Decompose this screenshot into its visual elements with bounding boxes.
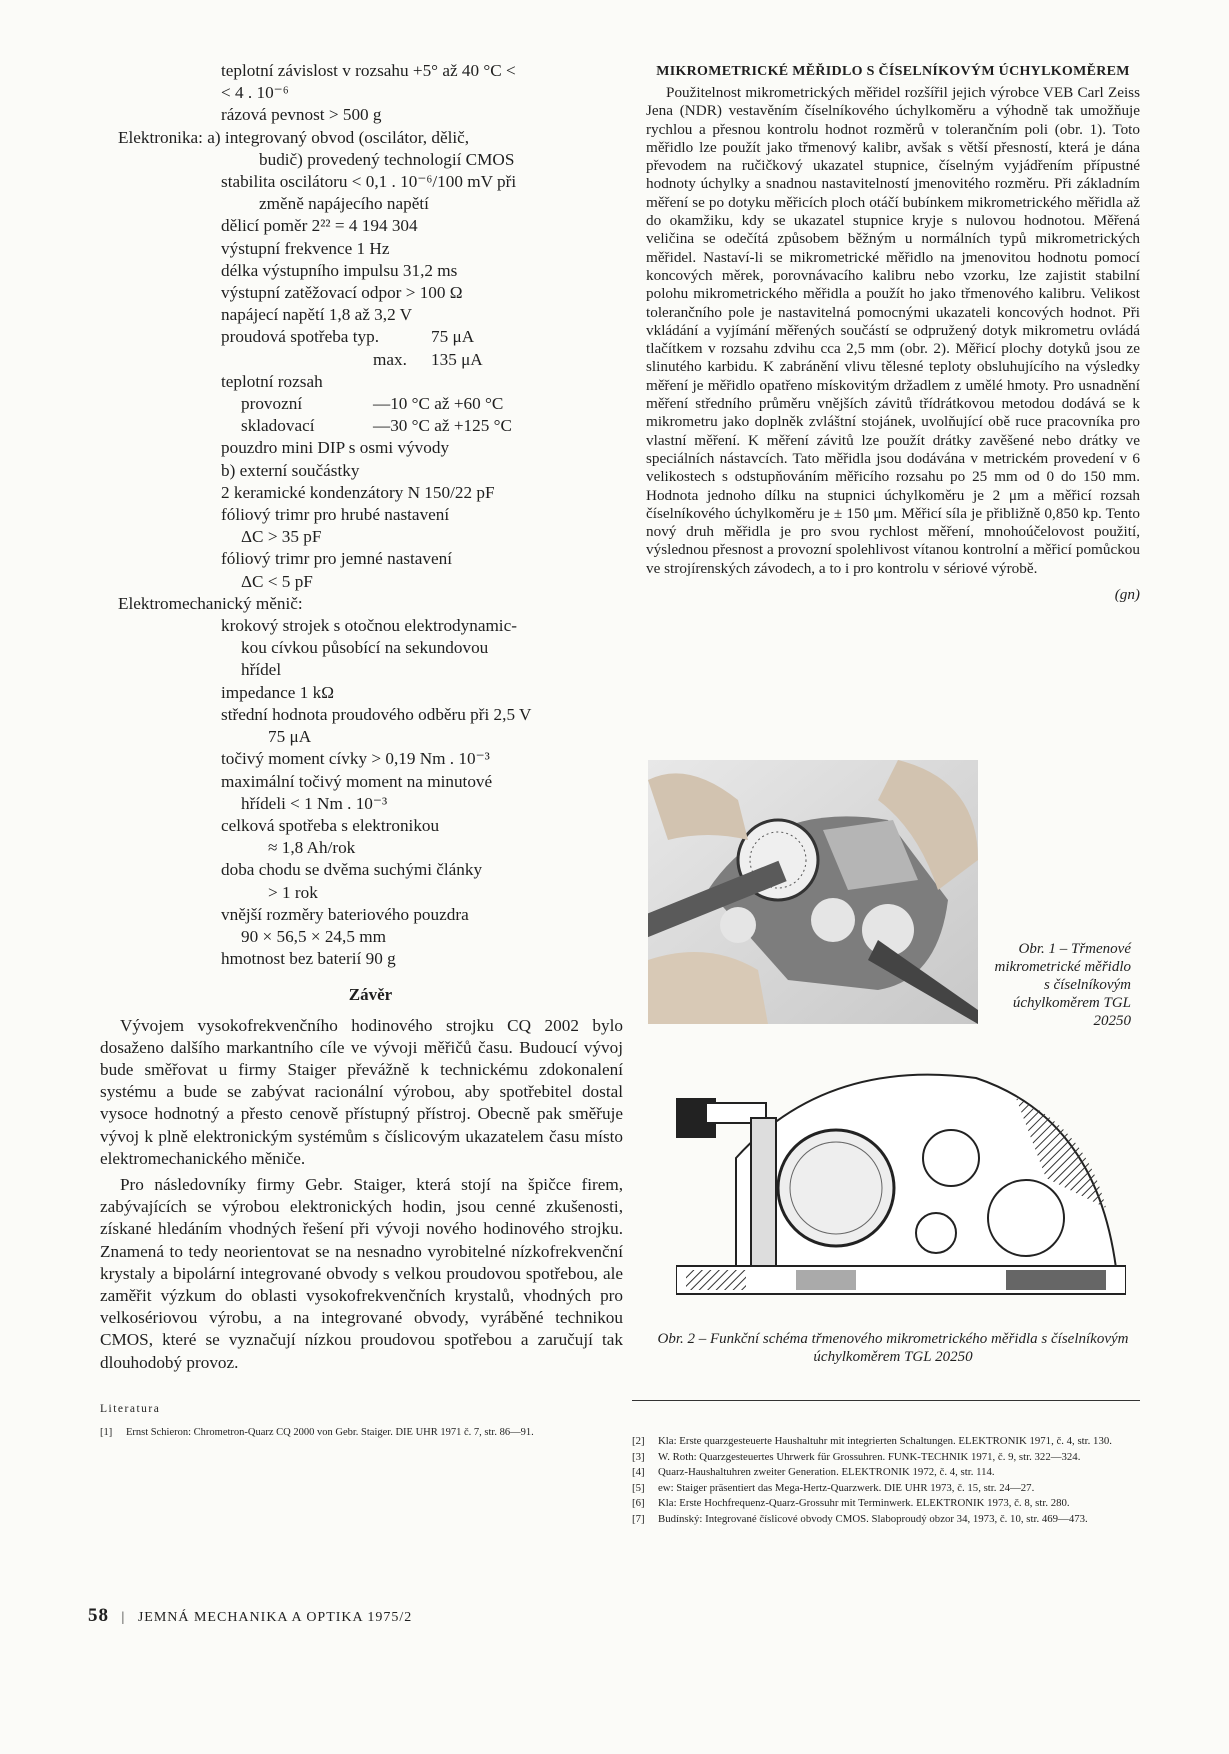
reference-item <box>632 1497 1140 1510</box>
spec-value: 135 μA <box>431 349 483 369</box>
article-body: Použitelnost mikrometrických měřidel rozšířil jejich výrobce VEB Carl Zeiss Jena (NDR) vestavěním číselníkového úchylkoměru a výhodně tak umožňuje rychlou a přesnou kontrolu hodnot rozměrů v tolerančním poli (obr. 1). Toto měřidlo lze použít jako třmenový kalibr, avšak s větší přesností, která je dána převodem na ručičkový ukazatel stupnice, číselným vyjádřením přípustné hodnoty úchylky a snadnou nastavitelností jmenovitého rozměru. Při základním měření se po dotyku měřicích ploch otáčí bubínkem mikrometrického měřidla až do okamžiku, kdy se ukazatel stupnice kryje s nulovou hodnotou. Měřená veličina se odečítá způsobem běžným u normálních typů mikrometrických měřidel. Nastaví-li se mikrometrické měřidlo na jmenovitou hodnotu pomocí koncových měrek, porovnávacího kalibru nebo vzorku, lze zajistit stabilní polohu mikrometrického měřidla a použít ho jako třmenového kalibru. Velikost tolerančního pole je nastavitelná pomocnými ukazateli koncových hodnot. Při vkládání a vyjímání měřených součástí se odpružený dotyk mikrometru ovládá tlačítkem v rozsahu zdvihu cca 2,5 mm (obr. 2). Měřicí plochy dotyků jsou ze slinutého karbidu. K zabránění vlivu tělesné teploty obsluhujícího na výsledky měření je měřidlo opatřeno mískovitým držadlem z umělé hmoty. Pro usnadnění měření středního průměru vnějších závitů třídrátkovou metodou dodává se k mikrometru jako doplněk zvláštní stojánek, uvolňující obě ruce pracovníka pro vlastní měření. K měření závitů lze použít drátky zavěšené nebo drátky ve speciálních nástavcích. Tato měřidla jsou dodávána v metrickém provedení v 6 velikostech s odstupňováním měřicího rozsahu po 25 mm od 0 do 150 mm. Hodnota jednoho dílku na stupnici úchylkoměru je 2 μm a měřicí rozsah číselníkového úchylkoměru je ± 150 μm. Měřicí síla je přibližně 0,850 kp. Tento nový druh měřidla je pro svou rychlost měření, mnohoúčelovost použití, výslednou přesnost a provozní spolehlivost vítanou kontrolní a měřicí pomůckou ve strojírenských závodech, a to i pro kontrolu v sériové výrobě. <box>646 84 1140 577</box>
reference-number: [5] <box>632 1481 645 1494</box>
spec-line: > 1 rok <box>268 882 318 902</box>
spec-value: —10 °C až +60 °C <box>373 394 504 414</box>
spec-line: 75 μA <box>268 727 312 747</box>
reference-text: W. Roth: Quarzgesteuertes Uhrwerk für Grossuhren. FUNK-TECHNIK 1971, č. 9, str. 322—324. <box>658 1450 1081 1463</box>
article-title: MIKROMETRICKÉ MĚŘIDLO S ČÍSELNÍKOVÝM ÚCHYLKOMĚREM <box>656 64 1130 79</box>
spec-line: hřídel <box>241 660 282 680</box>
journal-name: JEMNÁ MECHANIKA A OPTIKA 1975/2 <box>137 1610 413 1625</box>
reference-text: Kla: Erste Hochfrequenz-Quarz-Grossuhr mit Terminwerk. ELEKTRONIK 1973, č. 8, str. 280. <box>658 1497 1070 1509</box>
reference-item <box>632 1482 1140 1495</box>
reference-number: [2] <box>632 1435 645 1447</box>
page-number: 58 <box>88 1605 109 1626</box>
spec-text: proudová spotřeba typ. <box>221 327 379 347</box>
reference-text: Ernst Schieron: Chrometron-Quarz CQ 2000 von Gebr. Staiger. DIE UHR 1971 č. 7, str. 86—91. <box>126 1426 534 1438</box>
reference-item <box>632 1435 1140 1448</box>
spec-line: točivý moment cívky > 0,19 Nm . 10⁻³ <box>221 749 490 769</box>
spec-line <box>118 127 623 149</box>
spec-line: kou cívkou působící na sekundovou <box>241 638 489 658</box>
page-footer <box>88 1605 412 1627</box>
spec-line <box>118 393 623 415</box>
section-heading-zaver: Závěr <box>348 985 393 1005</box>
spec-value: 75 μA <box>431 327 475 347</box>
footer-separator: | <box>121 1610 126 1625</box>
spec-line: výstupní zatěžovací odpor > 100 Ω <box>221 283 463 303</box>
spec-line: budič) provedený technologií CMOS <box>259 149 515 169</box>
literature-heading: Literatura <box>100 1402 161 1415</box>
reference-text: Quarz-Haushaltuhren zweiter Generation. ELEKTRONIK 1972, č. 4, str. 114. <box>658 1466 995 1478</box>
spec-line: 90 × 56,5 × 24,5 mm <box>241 926 386 946</box>
reference-list <box>632 1432 1140 1525</box>
spec-line: stabilita oscilátoru < 0,1 . 10⁻⁶/100 mV při <box>221 172 517 192</box>
spec-line: dělicí poměr 2²² = 4 194 304 <box>221 216 418 236</box>
reference-number: [7] <box>632 1512 645 1525</box>
spec-line: ≈ 1,8 Ah/rok <box>268 838 356 858</box>
reference-number: [1] <box>100 1426 113 1438</box>
reference-item <box>100 1426 623 1439</box>
micrometer-photo <box>648 760 978 1024</box>
spec-line: krokový strojek s otočnou elektrodynamic- <box>221 616 517 636</box>
spec-line: ΔC > 35 pF <box>241 527 322 547</box>
spec-line: fóliový trimr pro hrubé nastavení <box>221 505 450 525</box>
spec-line: hřídeli < 1 Nm . 10⁻³ <box>241 793 388 813</box>
section-label: Elektromechanický měnič: <box>118 593 303 613</box>
reference-item <box>632 1451 1140 1464</box>
figure-caption-1: Obr. 1 – Třmenové mikrometrické měřidlo s číselníkovým úchylkoměrem TGL 20250 <box>994 941 1131 1029</box>
paragraph: Vývojem vysokofrekvenčního hodinového strojku CQ 2002 bylo dosaženo dalšího markantního cíle ve vývoji měřičů času. Budoucí vývoj bude směřovat u firmy Staiger převážně k technickému zdokonalení systému a bude se zabývat racionální výrobou, aby spotřebitel dostal vysoce hodnotný a přesto cenově přístupný přístroj. Obecně pak směřuje vývoj k plně elektronickým systémům s číslicovým ukazatelem času místo elektromechanického měniče. <box>100 1015 623 1168</box>
reference-item <box>632 1513 1140 1526</box>
spec-line: výstupní frekvence 1 Hz <box>221 238 390 258</box>
author-signature: (gn) <box>1114 586 1140 604</box>
spec-line: teplotní rozsah <box>221 371 323 391</box>
left-column <box>100 60 623 1439</box>
spec-text: provozní <box>241 394 303 414</box>
spec-line: střední hodnota proudového odběru při 2,5 V <box>221 704 532 724</box>
reference-item <box>632 1466 1140 1479</box>
spec-line: rázová pevnost > 500 g <box>221 105 382 125</box>
spec-line: impedance 1 kΩ <box>221 682 334 702</box>
spec-line <box>118 415 623 437</box>
spec-line: fóliový trimr pro jemné nastavení <box>221 549 453 569</box>
spec-line: 2 keramické kondenzátory N 150/22 pF <box>221 482 495 502</box>
reference-text: Budínský: Integrované číslicové obvody CMOS. Slaboproudý obzor 34, 1973, č. 10, str. 469—473. <box>658 1512 1088 1525</box>
reference-text: ew: Staiger präsentiert das Mega-Hertz-Quarzwerk. DIE UHR 1973, č. 15, str. 24—27. <box>658 1481 1035 1494</box>
reference-number: [3] <box>632 1450 645 1463</box>
spec-line: ΔC < 5 pF <box>241 571 313 591</box>
spec-line: doba chodu se dvěma suchými články <box>221 860 483 880</box>
reference-text: Kla: Erste quarzgesteuerte Haushaltuhr mit integrierten Schaltungen. ELEKTRONIK 1971, č. 4, str. 130. <box>658 1435 1112 1447</box>
spec-line: napájecí napětí 1,8 až 3,2 V <box>221 305 413 325</box>
divider <box>632 1400 1140 1401</box>
figure-caption-2: Obr. 2 – Funkční schéma třmenového mikrometrického měřidla s číselníkovým úchylkoměrem TGL 20250 <box>657 1331 1129 1365</box>
spec-line <box>118 326 623 348</box>
micrometer-schematic <box>676 1058 1126 1314</box>
spec-line: hmotnost bez baterií 90 g <box>221 949 396 969</box>
reference-number: [4] <box>632 1466 645 1478</box>
spec-value: —30 °C až +125 °C <box>373 416 512 436</box>
spec-line: délka výstupního impulsu 31,2 ms <box>221 260 458 280</box>
spec-text: a) integrovaný obvod (oscilátor, dělič, <box>207 127 470 147</box>
spec-line <box>118 349 623 371</box>
spec-line: pouzdro mini DIP s osmi vývody <box>221 438 450 458</box>
spec-line: teplotní závislost v rozsahu +5° až 40 °C < <box>221 61 516 80</box>
spec-line: b) externí součástky <box>221 460 360 480</box>
spec-line: změně napájecího napětí <box>259 194 429 214</box>
spec-line: vnější rozměry bateriového pouzdra <box>221 904 469 924</box>
spec-line: < 4 . 10⁻⁶ <box>221 83 289 103</box>
reference-number: [6] <box>632 1497 645 1509</box>
spec-text: max. <box>373 349 407 369</box>
spec-text: skladovací <box>241 416 315 436</box>
section-label: Elektronika: <box>118 127 203 147</box>
right-column <box>646 64 1140 604</box>
paragraph: Pro následovníky firmy Gebr. Staiger, která stojí na špičce firem, zabývajících se výrobou elektronických hodin, jsou cenné zkušenosti, získané hledáním vhodných řešení při vývoji nového hodinového strojku. Znamená to tedy neorientovat se na nesnadno vyrobitelné nízkofrekvenční krystaly a bipolární integrované obvody s velkou proudovou spotřebou, ale zaměřit výzkum do oblasti vysokofrekvenčních krystalů, vhodných pro velkosériovou výrobu, a na integrované obvody, vyráběné technikou CMOS, které se vyznačují nízkou proudovou spotřebou a zaručují tak dlouhodobý provoz. <box>100 1174 623 1372</box>
spec-line: maximální točivý moment na minutové <box>221 771 493 791</box>
spec-line: celková spotřeba s elektronikou <box>221 815 440 835</box>
